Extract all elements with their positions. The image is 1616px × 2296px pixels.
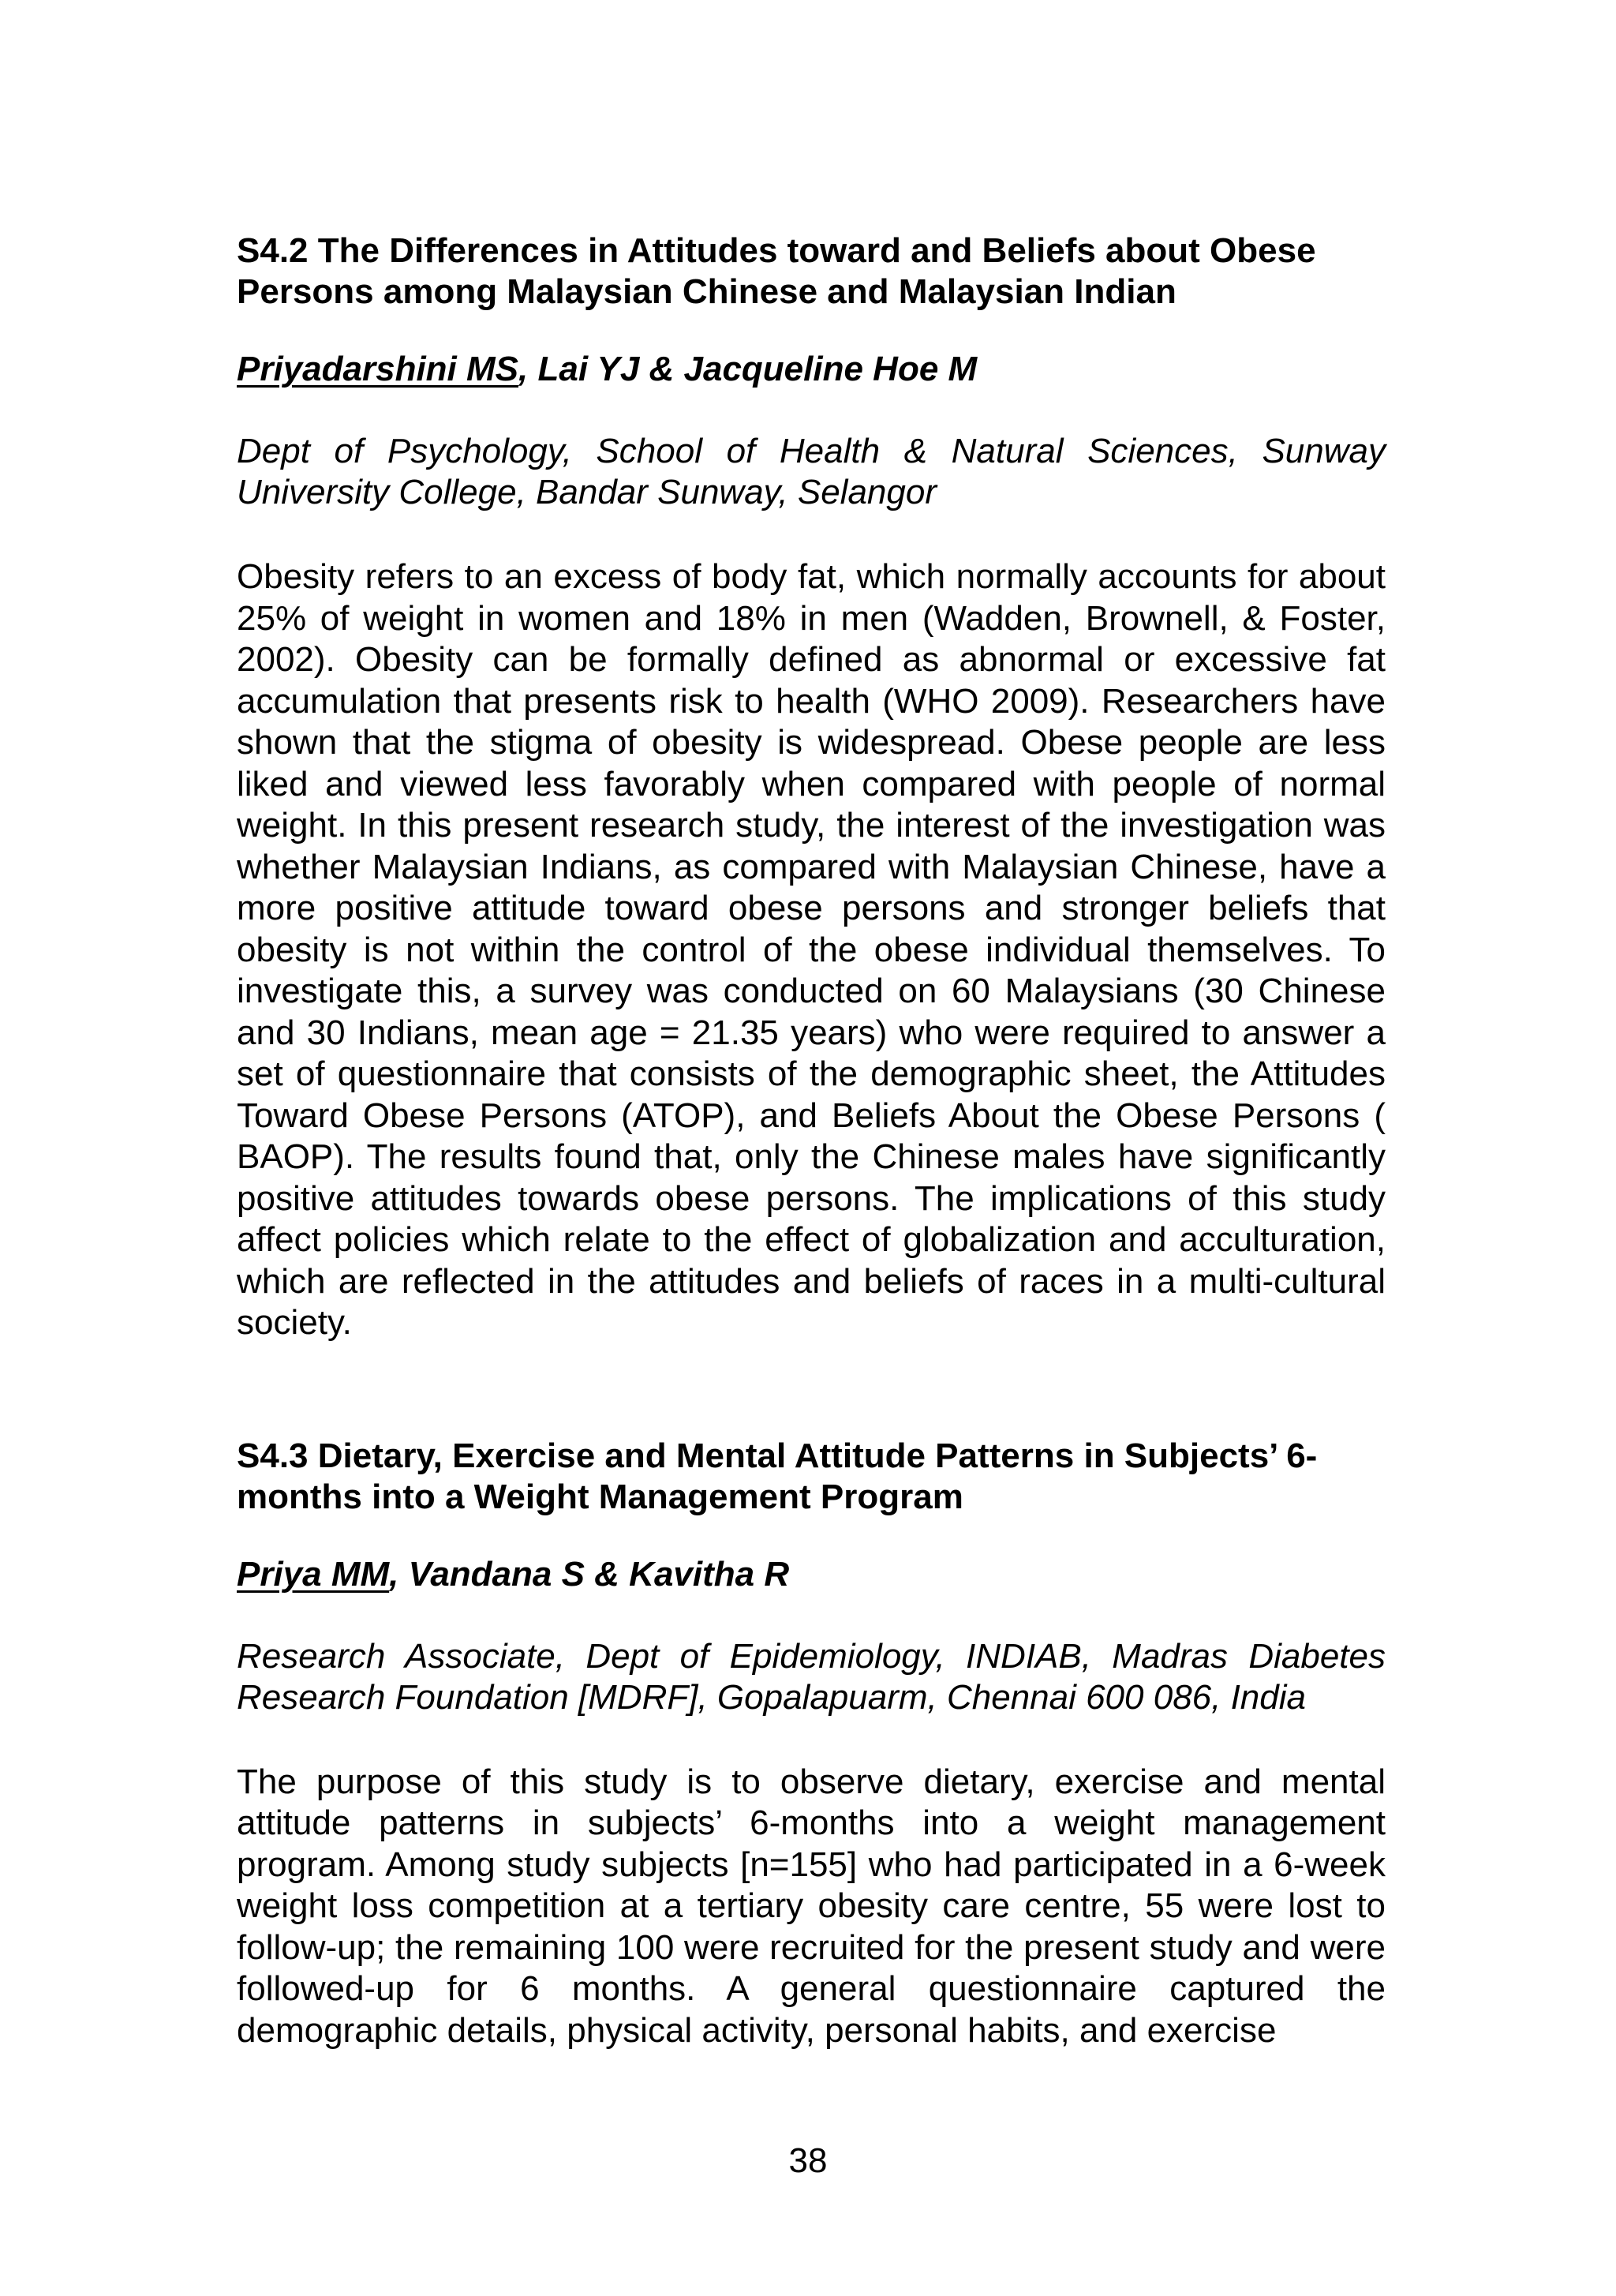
affiliation: Dept of Psychology, School of Health & Natural Sciences, Sunway University College, Bandar Sunway, Selangor <box>237 432 1386 511</box>
page-content <box>237 230 1386 2051</box>
page-number: 38 <box>788 2141 828 2180</box>
co-authors: , Lai YJ & Jacqueline Hoe M <box>518 350 978 388</box>
author-list <box>237 349 1386 390</box>
section-title: S4.2 The Differences in Attitudes toward and Beliefs about Obese Persons among Malaysian Chinese and Malaysian Indian <box>237 231 1316 311</box>
affiliation: Research Associate, Dept of Epidemiology, INDIAB, Madras Diabetes Research Foundation [MDRF], Gopalapuarm, Chennai 600 086, India <box>237 1636 1386 1717</box>
abstract-section-s4-3 <box>237 1436 1386 2052</box>
presenting-author: Priya MM <box>237 1554 390 1594</box>
abstract-body: The purpose of this study is to observe dietary, exercise and mental attitude patterns in subjects’ 6-months into a weight management program. Among study subjects [n=155] who had participated in a 6-week weight loss competition at a tertiary obesity care centre, 55 were lost to follow-up; the remaining 100 were recruited for the present study and were followed-up for 6 months. A general questionnaire captured the demographic details, physical activity, personal habits, and exercise <box>237 1762 1386 2050</box>
abstract-body: Obesity refers to an excess of body fat, which normally accounts for about 25% of weight in women and 18% in men (Wadden, Brownell, & Foster, 2002). Obesity can be formally defined as abnormal or excessive fat accumulation that presents risk to health (WHO 2009). Researchers have shown that the stigma of obesity is widespread. Obese people are less liked and viewed less favorably when compared with people of normal weight. In this present research study, the interest of the investigation was whether Malaysian Indians, as compared with Malaysian Chinese, have a more positive attitude toward obese persons and stronger beliefs that obesity is not within the control of the obese individual themselves. To investigate this, a survey was conducted on 60 Malaysians (30 Chinese and 30 Indians, mean age = 21.35 years) who were required to answer a set of questionnaire that consists of the demographic sheet, the Attitudes Toward Obese Persons (ATOP), and Beliefs About the Obese Persons ( BAOP). The results found that, only the Chinese males have significantly positive attitudes towards obese persons. The implications of this study affect policies which relate to the effect of globalization and acculturation, which are reflected in the attitudes and beliefs of races in a multi-cultural society. <box>237 557 1386 1342</box>
co-authors: , Vandana S & Kavitha R <box>389 1554 790 1594</box>
author-list <box>237 1554 1386 1595</box>
abstract-section-s4-2 <box>237 230 1386 1344</box>
presenting-author: Priyadarshini MS <box>237 350 519 388</box>
section-title: S4.3 Dietary, Exercise and Mental Attitude Patterns in Subjects’ 6-months into a Weight Management Program <box>237 1436 1318 1516</box>
